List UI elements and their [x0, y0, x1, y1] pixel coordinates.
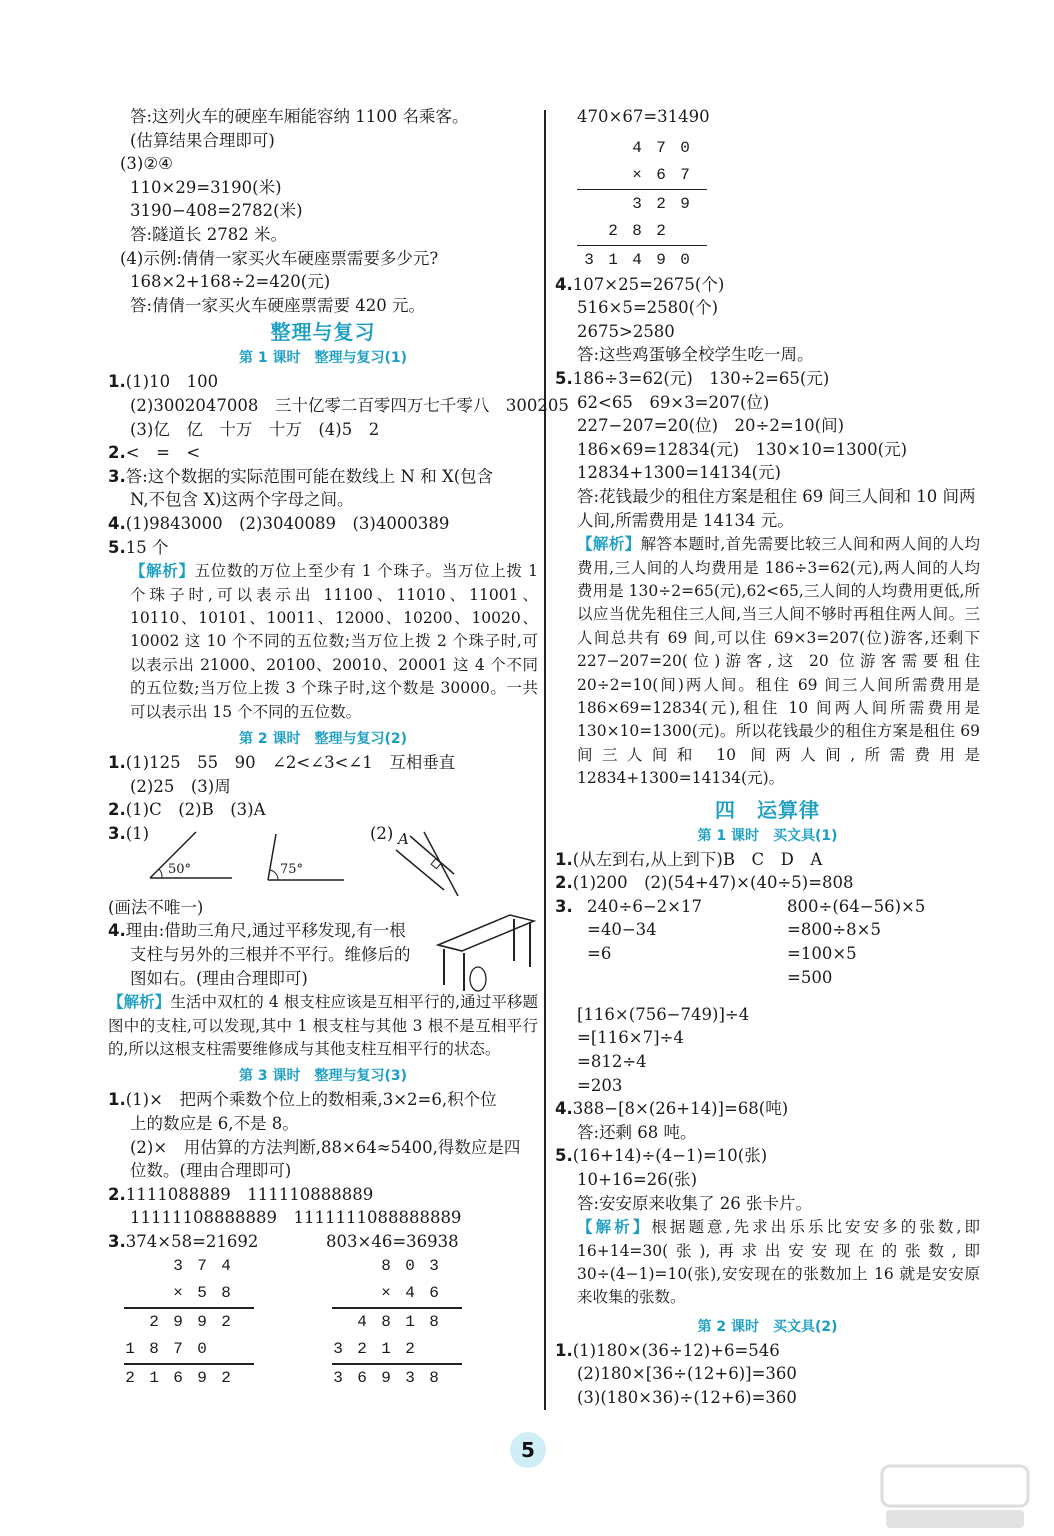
digit: 6: [656, 165, 666, 184]
digit: 9: [656, 250, 666, 269]
digit: 0: [680, 138, 690, 157]
answer-text: (1)9843000 (2)3040089 (3)4000389: [125, 513, 450, 533]
answer-text: (1): [125, 823, 150, 843]
digit: 1: [125, 1340, 135, 1359]
bar-rail: [438, 915, 534, 951]
sub-answer: (4)示例:倩倩一家买火车硬座票需要多少元?: [120, 248, 439, 268]
digit: 1: [608, 250, 618, 269]
left-column: [108, 105, 569, 1393]
lesson-title: 第 3 课时 整理与复习(3): [238, 1068, 408, 1085]
lesson-title: 第 2 课时 买文具(2): [697, 1318, 838, 1335]
digit: 3: [333, 1340, 343, 1359]
angle-label: 75°: [280, 861, 304, 877]
question-number: 1.: [108, 1090, 126, 1110]
answer-text: 答:安安原来收集了 26 张卡片。: [577, 1193, 813, 1213]
answer-text: 上的数应是 6,不是 8。: [130, 1113, 299, 1133]
question-number: 1.: [108, 372, 126, 392]
bar-base: [470, 967, 486, 991]
digit: 6: [357, 1369, 367, 1388]
lesson-title: 第 1 课时 整理与复习(1): [238, 350, 408, 367]
digit: 7: [680, 165, 690, 184]
digit: 8: [221, 1284, 231, 1303]
note-line: (画法不唯一): [108, 897, 204, 917]
answer-text: (3)亿 亿 十万 十万 (4)5 2: [130, 419, 380, 439]
lesson-title: 第 1 课时 买文具(1): [697, 827, 838, 844]
question-number: 5.: [555, 1146, 573, 1166]
digit: 8: [381, 1313, 391, 1332]
answer-text: (3)(180×36)÷(12+6)=360: [577, 1387, 797, 1407]
analysis-block: [108, 559, 538, 724]
answer-text: 107×25=2675(个): [572, 274, 725, 294]
digit: 8: [149, 1340, 159, 1359]
answer-text: (从左到右,从上到下)B C D A: [572, 849, 823, 869]
digit: 2: [405, 1340, 415, 1359]
answer-text: (1)C (2)B (3)A: [125, 800, 266, 820]
analysis-block: [555, 1215, 980, 1310]
question-number: 4.: [108, 513, 126, 533]
digit: 1: [405, 1313, 415, 1332]
digit: ×: [381, 1284, 391, 1303]
sub-answer: (3)②④: [120, 154, 173, 174]
angle-drawing: [108, 822, 538, 896]
answer-text: 理由:借助三角尺,通过平移发现,有一根: [125, 921, 406, 941]
answer-text: (2)25 (3)周: [130, 776, 231, 796]
answer-text: 803×46=36938: [326, 1231, 459, 1251]
digit: 9: [197, 1313, 207, 1332]
vertical-mult-3-wrap: [555, 129, 980, 273]
angle-figures: [108, 822, 538, 896]
answer-text: 人间,所需费用是 14134 元。: [577, 510, 794, 530]
analysis-text: 五位数的万位上至少有 1 个珠子。当万位上拨 1 个珠子时,可以表示出 11100、11010、11001、10110、10101、10011、12000、10200、10020、10002 这 10 个不同的五位数;当万位上拨 2 个珠子时,可以表示出 21000、20100、20010、20001 这 4 个不同的五位数;当万位上拨 3 个珠子时,这个数是 30000。一共可以表示出 15 个不同的五位数。: [130, 562, 538, 721]
analysis-tag: 【解析】: [577, 534, 641, 554]
answer-text: (1)200 (2)(54+47)×(40÷5)=808: [572, 873, 854, 893]
right-column: [555, 105, 980, 1410]
answer-line: 答:这列火车的硬座车厢能容纳 1100 名乘客。: [130, 107, 469, 126]
digit: 2: [357, 1340, 367, 1359]
calc-steps-1: [587, 895, 702, 966]
digit: 8: [429, 1313, 439, 1332]
calc-step: =[116×7]÷4: [577, 1028, 684, 1048]
angle-arc: [270, 870, 278, 880]
digit: 4: [405, 1284, 415, 1303]
calc-step: 240÷6−2×17: [587, 896, 702, 916]
digit: 3: [333, 1369, 343, 1388]
answer-text: 11111108888889 1111111088888889: [130, 1208, 462, 1228]
digit: ×: [632, 165, 642, 184]
question-number: 4.: [555, 1099, 573, 1119]
digit: 3: [429, 1257, 439, 1276]
calc-step: =500: [787, 967, 833, 987]
answer-text: 答:还剩 68 吨。: [577, 1122, 697, 1142]
answer-text: 图如右。(理由合理即可): [130, 968, 308, 988]
answer-line: 答:隧道长 2782 米。: [130, 224, 288, 244]
column-divider: [544, 110, 546, 1410]
vertical-multiplications: [108, 1253, 538, 1393]
analysis-block: [108, 990, 538, 1061]
answer-text: 516×5=2580(个): [577, 298, 719, 318]
answer-text: 186×69=12834(元) 130×10=1300(元): [577, 439, 908, 459]
q4-block: [108, 919, 538, 990]
answer-text: (1)10 100: [125, 372, 219, 392]
calc-step: [116×(756−749)]÷4: [577, 1004, 750, 1024]
digit: 4: [632, 250, 642, 269]
calc-line: 168×2+168÷2=420(元): [130, 272, 331, 292]
digit: 9: [381, 1369, 391, 1388]
digit: 4: [357, 1313, 367, 1332]
digit: 4: [632, 138, 642, 157]
digit: 8: [429, 1369, 439, 1388]
answer-text: 1111088889 111110888889: [125, 1184, 374, 1204]
answer-text: (2)× 用估算的方法判断,88×64≈5400,得数应是四: [130, 1137, 521, 1157]
answer-text: 答:这些鸡蛋够全校学生吃一周。: [577, 345, 814, 365]
analysis-block: [555, 532, 980, 790]
question-number: 3.: [108, 1231, 126, 1251]
section-title: 整理与复习: [270, 320, 376, 345]
answer-text: 支柱与另外的三根并不平行。维修后的: [130, 944, 411, 964]
digit: 2: [656, 194, 666, 213]
answer-text: 答:花钱最少的租住方案是租住 69 间三人间和 10 间两: [577, 486, 976, 506]
analysis-tag: 【解析】: [130, 561, 195, 581]
calc-line: 3190−408=2782(米): [130, 201, 303, 221]
question-number: 4.: [555, 274, 573, 294]
answer-text: (2): [370, 823, 394, 843]
answer-text: (1)× 把两个乘数个位上的数相乘,3×2=6,积个位: [125, 1090, 497, 1110]
digit: 3: [632, 194, 642, 213]
question-number: 2.: [555, 873, 573, 893]
parallel-line: [410, 836, 454, 874]
answer-text: 374×58=21692: [125, 1231, 259, 1251]
answer-text: 10+16=26(张): [577, 1169, 698, 1189]
answer-text: (2)180×[36÷(12+6)]=360: [577, 1364, 797, 1384]
calc-step: =800÷8×5: [787, 920, 881, 940]
calc-step: =6: [587, 943, 612, 963]
digit: 2: [608, 221, 618, 240]
analysis-tag: 【解析】: [577, 1217, 652, 1237]
section-title: 四 运算律: [715, 797, 820, 822]
answer-text: 答:这个数据的实际范围可能在数线上 N 和 X(包含: [125, 466, 494, 486]
calc-step: =100×5: [787, 943, 857, 963]
page-number: 5: [510, 1432, 546, 1468]
calc-line: 470×67=31490: [577, 107, 710, 126]
question-number: 3.: [108, 823, 126, 843]
digit: 2: [656, 221, 666, 240]
calc-step: 800÷(64−56)×5: [787, 896, 926, 916]
analysis-text: 解答本题时,首先需要比较三人间和两人间的人均费用,三人间的人均费用是 186÷3=62(元),两人间的人均费用是 130÷2=65(元),62<65,三人间的人均费用更低,所以应当优先租住三人间,当三人间不够时再租住两人间。三人间总共有 69 间,可以住 69×3=207(位)游客,还剩下 227−207=20(位)游客,这 20 位游客需要租住 20÷2=10(间)两人间。租住 69 间三人间所需费用是 186×69=12834(元),租住 10 间两人间所需费用是 130×10=1300(元)。所以花钱最少的租住方案是租住 69 间三人间和 10 间两人间,所需费用是 12834+1300=14134(元)。: [577, 535, 980, 788]
digit: 7: [656, 138, 666, 157]
answer-text: 62<65 69×3=207(位): [577, 392, 770, 412]
question-number: 5.: [108, 537, 126, 557]
answer-text: 186÷3=62(元) 130÷2=65(元): [572, 368, 830, 388]
calc-steps-2: [787, 895, 925, 989]
digit: 0: [405, 1257, 415, 1276]
answer-text: 12834+1300=14134(元): [577, 463, 781, 483]
question-number: 1.: [555, 1340, 573, 1360]
parallel-bars-figure: [430, 905, 540, 995]
answer-text: (1)180×(36÷12)+6=546: [572, 1340, 780, 1360]
digit: 9: [173, 1313, 183, 1332]
analysis-text: 生活中双杠的 4 根支柱应该是互相平行的,通过平移题图中的支柱,可以发现,其中 1 根支柱与其他 3 根不是互相平行的,所以这根支柱需要维修成与其他支柱互相平行的状态。: [108, 993, 538, 1058]
question-number: 3.: [555, 896, 573, 916]
point-label: A: [398, 829, 409, 848]
answer-text: 388−[8×(26+14)]=68(吨): [572, 1099, 789, 1119]
digit: 2: [221, 1313, 231, 1332]
digit: 7: [197, 1257, 207, 1276]
digit: 1: [381, 1340, 391, 1359]
angle-arc: [159, 869, 162, 878]
digit: 2: [125, 1369, 135, 1388]
digit: 2: [221, 1369, 231, 1388]
analysis-tag: 【解析】: [108, 992, 171, 1012]
digit: 0: [197, 1340, 207, 1359]
digit: 7: [173, 1340, 183, 1359]
answer-text: 15 个: [125, 537, 169, 557]
calc-step: =812÷4: [577, 1051, 647, 1071]
watermark-logo: [880, 1462, 1030, 1532]
question-number: 1.: [108, 752, 126, 772]
calc-steps-3: [555, 1003, 980, 1097]
question-number: 2.: [108, 1184, 126, 1204]
answer-text: (2)3002047008 三十亿零二百零四万七千零八 300205: [130, 395, 569, 415]
question-number: 1.: [555, 849, 573, 869]
answer-text: 2675>2580: [577, 321, 675, 341]
question-number: 4.: [108, 921, 126, 941]
calc-line: 110×29=3190(米): [130, 177, 282, 197]
digit: 2: [149, 1313, 159, 1332]
digit: 5: [197, 1284, 207, 1303]
answer-line: 答:倩倩一家买火车硬座票需要 420 元。: [130, 295, 426, 315]
answer-text: 位数。(理由合理即可): [130, 1161, 292, 1181]
angle-label: 50°: [168, 861, 192, 877]
digit: 1: [149, 1369, 159, 1388]
digit: 6: [429, 1284, 439, 1303]
digit: ×: [173, 1284, 183, 1303]
bar-edge: [438, 945, 462, 951]
digit: 9: [680, 194, 690, 213]
question-number: 3.: [108, 466, 126, 486]
calc-step: =40−34: [587, 920, 657, 940]
lesson-title: 第 2 课时 整理与复习(2): [238, 730, 408, 747]
digit: 3: [173, 1257, 183, 1276]
calc-steps-row: [555, 895, 980, 995]
answer-text: (16+14)÷(4−1)=10(张): [572, 1146, 768, 1166]
answer-text: N,不包含 X)这两个字母之间。: [130, 490, 354, 510]
digit: 9: [197, 1369, 207, 1388]
calc-step: =203: [577, 1075, 623, 1095]
question-number: 2.: [108, 800, 126, 820]
answer-text: < = <: [125, 443, 201, 463]
digit: 3: [584, 250, 594, 269]
digit: 0: [680, 250, 690, 269]
question-number: 2.: [108, 443, 126, 463]
digit: 6: [173, 1369, 183, 1388]
question-number: 5.: [555, 368, 573, 388]
digit: 3: [405, 1369, 415, 1388]
digit: 8: [381, 1257, 391, 1276]
answer-text: 227−207=20(位) 20÷2=10(间): [577, 416, 845, 436]
analysis-text: 根据题意,先求出乐乐比安安多的张数,即 16+14=30(张),再求出安安现在的张数,即 30÷(4−1)=10(张),安安现在的张数加上 16 就是安安原来收集的张数。: [577, 1218, 980, 1307]
note-line: (估算结果合理即可): [130, 130, 275, 150]
answer-text: (1)125 55 90 ∠2<∠3<∠1 互相垂直: [125, 752, 456, 772]
digit: 4: [221, 1257, 231, 1276]
digit: 8: [632, 221, 642, 240]
